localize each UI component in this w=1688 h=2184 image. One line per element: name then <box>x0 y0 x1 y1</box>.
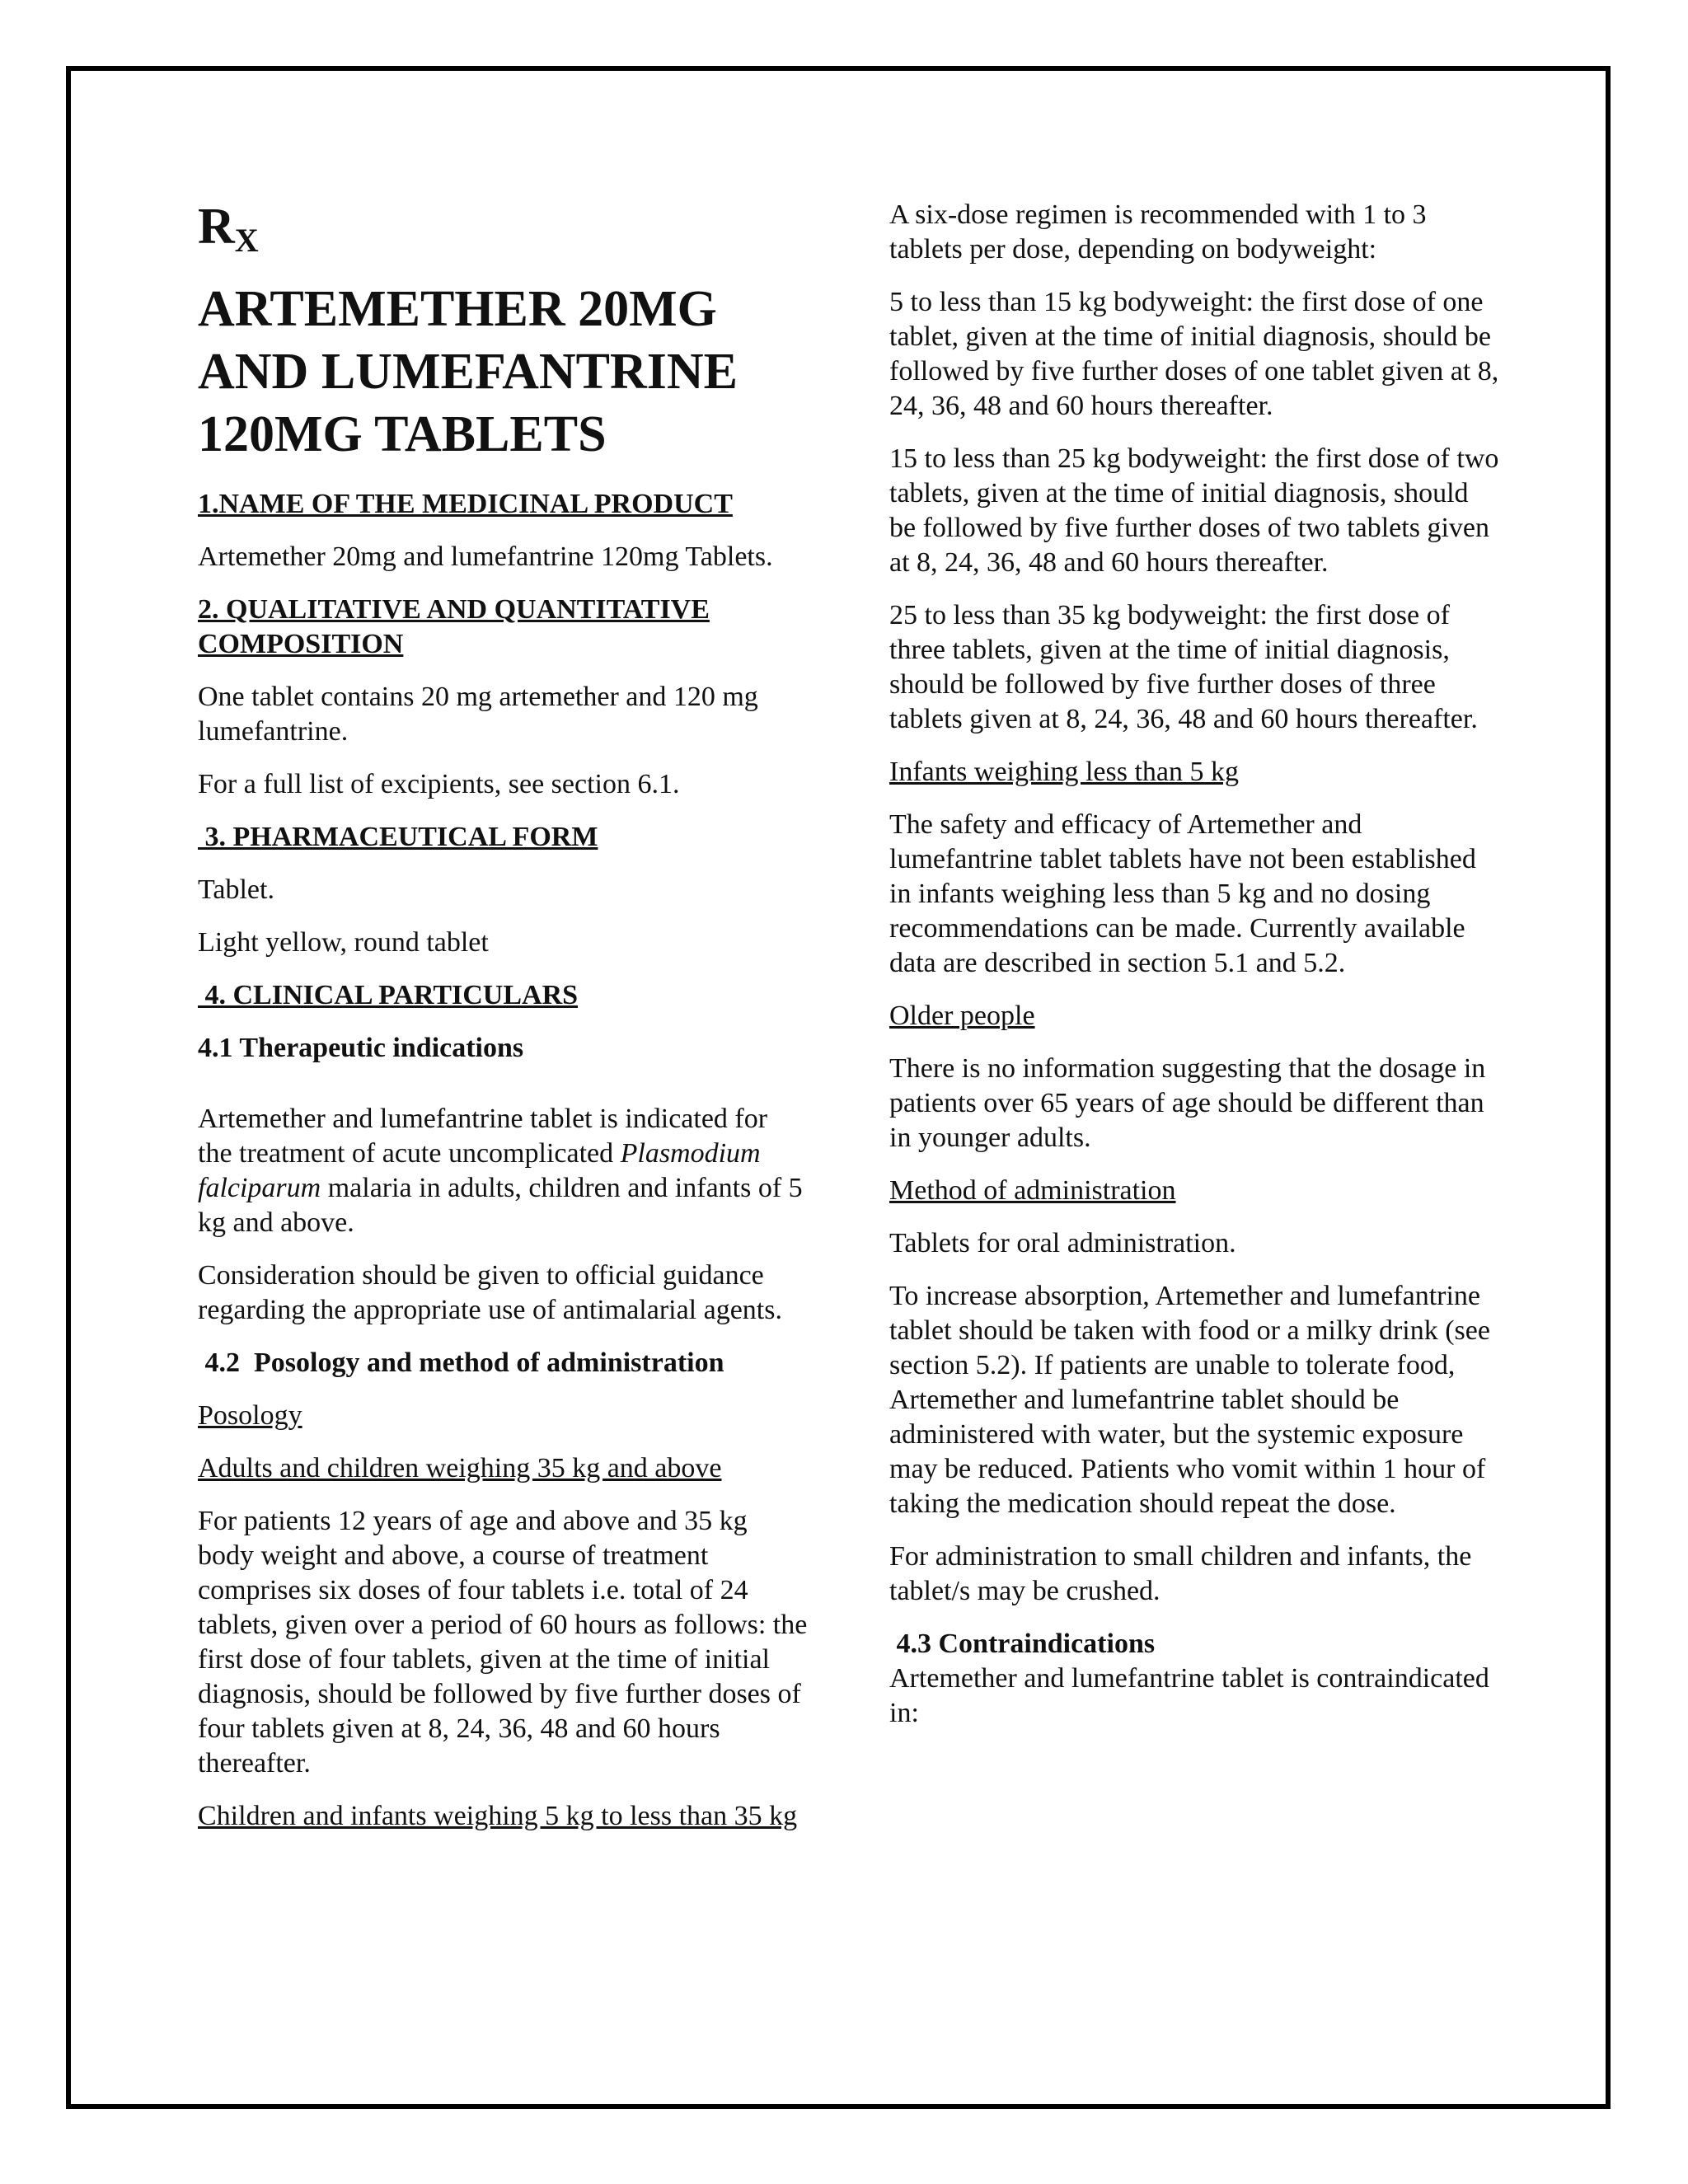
section-1-text: Artemether 20mg and lumefantrine 120mg Tablets. <box>198 541 773 572</box>
dose-15-25-text: 15 to less than 25 kg bodyweight: the first dose of two tablets, given at the time of initial diagnosis, should be followed by five further doses of two tablets given at 8, 24, 36, 48 and 60 hours thereafter. <box>889 443 1499 578</box>
children-heading: Children and infants weighing 5 kg to less than 35 kg <box>198 1801 798 1831</box>
older-heading: Older people <box>889 1001 1035 1031</box>
adults-heading: Adults and children weighing 35 kg and above <box>198 1453 722 1483</box>
infants-text: The safety and efficacy of Artemether and lumefantrine tablet tablets have not been established in infants weighing less than 5 kg and no dosing recommendations can be made. Currently available data are described in section 5.1 and 5.2. <box>889 809 1476 978</box>
method-text-2: To increase absorption, Artemether and lumefantrine tablet should be taken with food or a milky drink (see section 5.2). If patients are unable to tolerate food, Artemether and lumefantrine tablet should be administered with water, but the systemic exposure may be reduced. Patients who vomit within 1 hour of taking the medication should repeat the dose. <box>889 1281 1490 1519</box>
older-text: There is no information suggesting that the dosage in patients over 65 years of age should be different than in younger adults. <box>889 1053 1486 1153</box>
left-column <box>198 198 808 1852</box>
section-4-2-heading: 4.2 Posology and method of administration <box>198 1347 724 1378</box>
dose-5-15-text: 5 to less than 15 kg bodyweight: the first dose of one tablet, given at the time of initial diagnosis, should be followed by five further doses of one tablet given at 8, 24, 36, 48 and 60 hours thereafter. <box>889 287 1499 421</box>
document-title: ARTEMETHER 20MG AND LUMEFANTRINE 120MG TABLETS <box>198 281 738 462</box>
section-3-text-1: Tablet. <box>198 874 274 905</box>
section-3-text-2: Light yellow, round tablet <box>198 927 489 958</box>
section-4-1-heading: 4.1 Therapeutic indications <box>198 1033 524 1063</box>
right-column <box>889 198 1499 1749</box>
adults-text: For patients 12 years of age and above and 35 kg body weight and above, a course of treatment comprises six doses of four tablets i.e. total of 24 tablets, given over a period of 60 hours as follows: the first dose of four tablets, given at the time of initial diagnosis, should be followed by five further doses of four tablets given at 8, 24, 36, 48 and 60 hours thereafter. <box>198 1506 808 1779</box>
section-1-heading: 1.NAME OF THE MEDICINAL PRODUCT <box>198 489 733 519</box>
method-text-1: Tablets for oral administration. <box>889 1228 1236 1258</box>
regimen-text: A six-dose regimen is recommended with 1 to 3 tablets per dose, depending on bodyweight: <box>889 199 1427 265</box>
rx-symbol: $R_X$ <box>198 199 259 259</box>
section-2-text-2: For a full list of excipients, see section 6.1. <box>198 769 680 799</box>
posology-heading: Posology <box>198 1400 302 1431</box>
section-4-3-text: Artemether and lumefantrine tablet is contraindicated in: <box>889 1663 1489 1728</box>
section-4-1-text-2: Consideration should be given to official guidance regarding the appropriate use of antimalarial agents. <box>198 1260 782 1325</box>
section-4-3-heading: 4.3 Contraindications <box>889 1629 1156 1659</box>
section-2-heading: 2. QUALITATIVE AND QUANTITATIVE COMPOSITION <box>198 594 710 659</box>
section-4-1-text-1: Artemether and lumefantrine tablet is indicated for the treatment of acute uncomplicated Plasmodium falciparum malaria in adults, children and infants of 5 kg and above. <box>198 1104 803 1238</box>
section-2-text-1: One tablet contains 20 mg artemether and 120 mg lumefantrine. <box>198 682 758 747</box>
method-heading: Method of administration <box>889 1175 1176 1206</box>
method-text-3: For administration to small children and infants, the tablet/s may be crushed. <box>889 1541 1472 1606</box>
section-4-heading: 4. CLINICAL PARTICULARS <box>198 980 579 1010</box>
infants-heading: Infants weighing less than 5 kg <box>889 757 1239 787</box>
dose-25-35-text: 25 to less than 35 kg bodyweight: the first dose of three tablets, given at the time of initial diagnosis, should be followed by five further doses of three tablets given at 8, 24, 36, 48 and 60 hours thereafter. <box>889 600 1478 734</box>
section-3-heading: 3. PHARMACEUTICAL FORM <box>198 822 598 852</box>
